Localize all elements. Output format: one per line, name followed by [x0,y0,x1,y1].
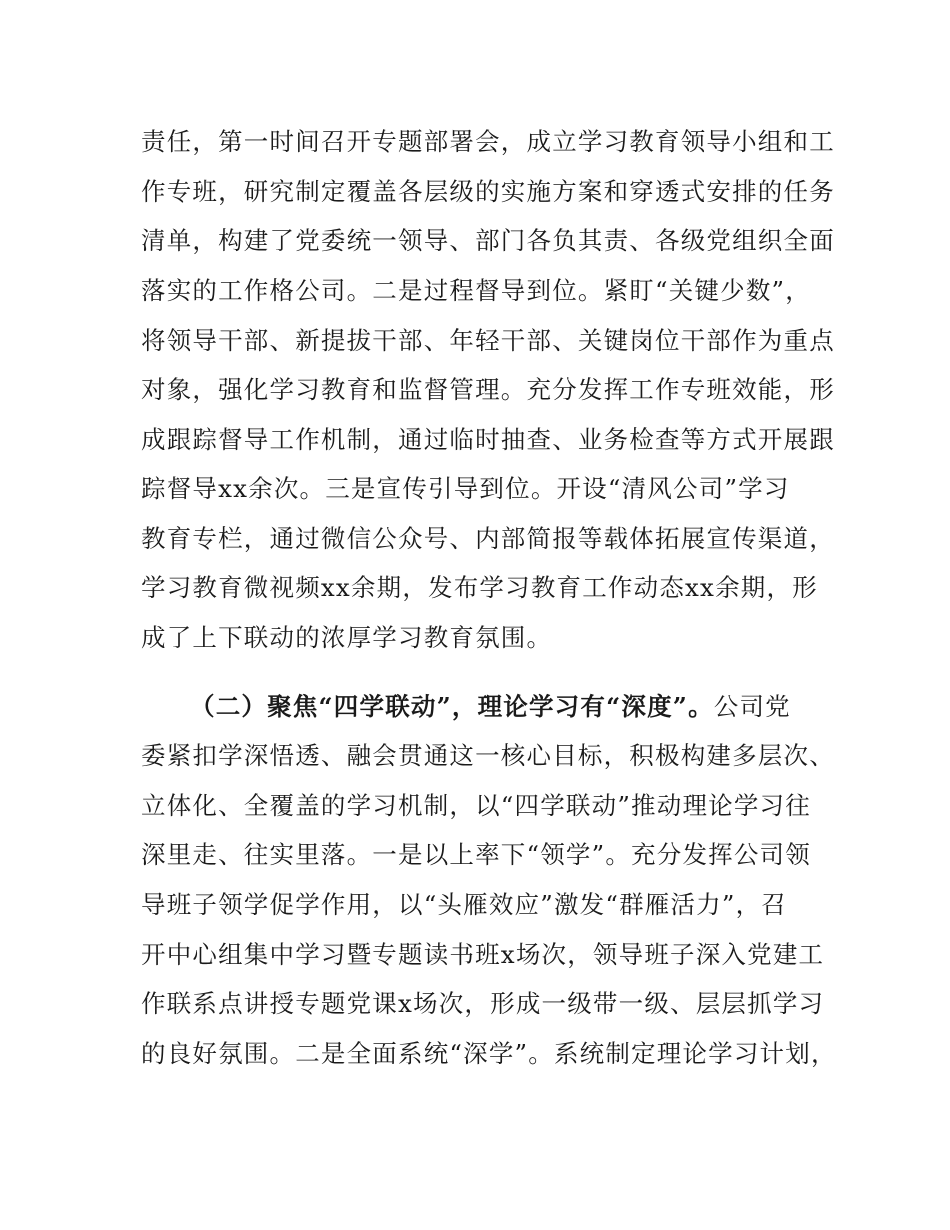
text-line: 成跟踪督导工作机制，通过临时抽查、业务检查等方式开展跟 [141,425,835,454]
text-line: 对象，强化学习教育和监督管理。充分发挥工作专班效能，形 [141,375,835,404]
text-line: 的良好氛围。二是全面系统“深学”。系统制定理论学习计划， [141,1039,837,1068]
section-heading: （二）聚焦“四学联动”，理论学习有“深度”。 [190,692,714,721]
text-line: 导班子领学促学作用，以“头雁效应”激发“群雁活力”，召 [141,890,787,919]
text-line: 教育专栏，通过微信公众号、内部简报等载体拓展宣传渠道， [141,524,835,553]
text-line: 将领导干部、新提拔干部、年轻干部、关键岗位干部作为重点 [141,326,835,355]
text-line: 开中心组集中学习暨专题读书班x场次，领导班子深入党建工 [141,940,825,969]
text-line: 委紧扣学深悟透、融会贯通这一核心目标，积极构建多层次、 [141,741,835,770]
text-line: 作联系点讲授专题党课x场次，形成一级带一级、层层抓学习 [141,989,825,1018]
text-line: 落实的工作格公司。二是过程督导到位。紧盯“关键少数”， [141,276,811,305]
text-line: 学习教育微视频xx余期，发布学习教育工作动态xx余期，形 [141,573,818,602]
heading-line-continuation: 公司党 [713,692,791,721]
text-line: 作专班，研究制定覆盖各层级的实施方案和穿透式安排的任务 [141,177,835,206]
text-line: 成了上下联动的浓厚学习教育氛围。 [141,623,553,652]
text-line: 踪督导xx余次。三是宣传引导到位。开设“清风公司”学习 [141,474,790,503]
text-line: 责任，第一时间召开专题部署会，成立学习教育领导小组和工 [141,127,835,156]
section-heading-line [190,687,830,727]
text-line: 立体化、全覆盖的学习机制，以“四学联动”推动理论学习往 [141,791,811,820]
text-line: 深里走、往实里落。一是以上率下“领学”。充分发挥公司领 [141,840,811,869]
text-line: 清单，构建了党委统一领导、部门各负其责、各级党组织全面 [141,226,835,255]
